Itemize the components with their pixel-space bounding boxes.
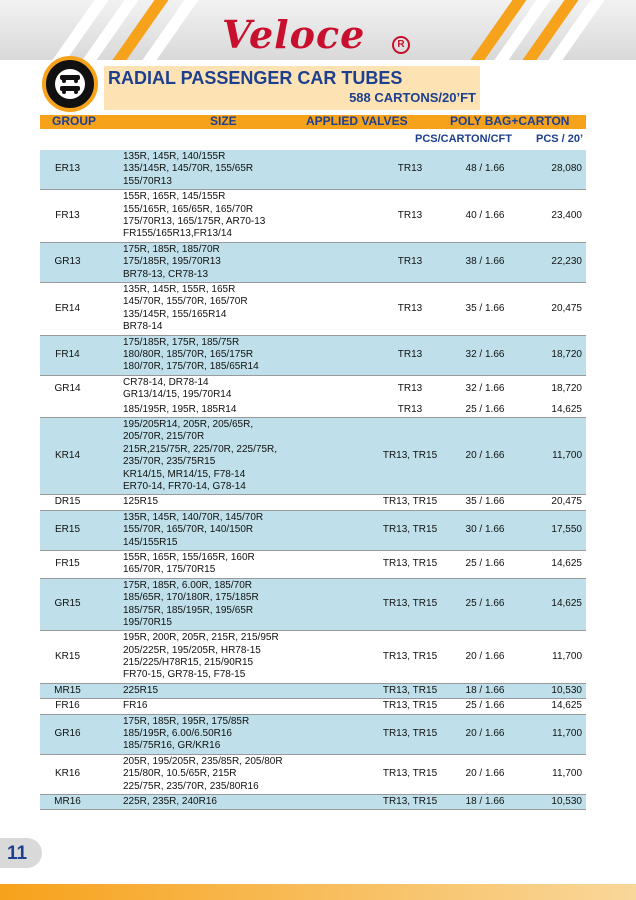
size-line: 185/195R, 195R, 185R14	[123, 403, 237, 415]
page-subtitle: 588 CARTONS/20’FT	[349, 90, 476, 105]
size-line: 125R15	[123, 496, 159, 508]
pcs-20ft-cell: 14,625	[551, 700, 582, 712]
pcs-20ft-cell: 18,720	[551, 348, 582, 360]
size-line: 155/70R, 165/70R, 140/150R	[123, 524, 254, 536]
size-line: 205R, 195/205R, 235/85R, 205/80R	[123, 755, 283, 767]
size-line: 155R, 165R, 145/155R	[123, 191, 226, 203]
pcs-20ft-cell: 11,700	[552, 449, 582, 461]
size-line: 225R, 235R, 240R16	[123, 796, 217, 808]
registered-mark-icon: R	[392, 36, 410, 54]
table-row	[40, 376, 586, 403]
brand-logo: Veloce	[222, 12, 366, 57]
valve-cell: TR13	[397, 209, 423, 221]
pcs-carton-cft-cell: 25 / 1.66	[465, 700, 505, 712]
group-cell: DR15	[54, 496, 81, 508]
pcs-20ft-cell: 22,230	[551, 256, 582, 268]
pcs-carton-cft-cell: 32 / 1.66	[465, 348, 505, 360]
size-line: FR70-15, GR78-15, F78-15	[123, 669, 246, 681]
size-line: 215/225/H78R15, 215/90R15	[123, 657, 254, 669]
pcs-20ft-cell: 14,625	[551, 558, 582, 570]
pcs-20ft-cell: 11,700	[552, 768, 582, 780]
pcs-carton-cft-cell: 48 / 1.66	[465, 163, 505, 175]
size-line: 155/70R13	[123, 175, 172, 187]
table-row	[40, 631, 586, 684]
size-line: 215/80R, 10.5/65R, 215R	[123, 768, 237, 780]
size-line: FR155/165R13,FR13/14	[123, 228, 232, 240]
pcs-20ft-cell: 28,080	[551, 163, 582, 175]
pcs-carton-cft-cell: 20 / 1.66	[465, 650, 505, 662]
table-row	[40, 699, 586, 714]
page-title: RADIAL PASSENGER CAR TUBES	[108, 68, 403, 88]
group-cell: MR15	[54, 684, 81, 696]
group-cell: FR14	[55, 348, 80, 360]
size-line: 185/195R, 6.00/6.50R16	[123, 728, 232, 740]
table-row	[40, 418, 586, 495]
valve-cell: TR13, TR15	[382, 728, 438, 740]
pcs-carton-cft-cell: 25 / 1.66	[465, 403, 505, 415]
size-line: 195R, 200R, 205R, 215R, 215/95R	[123, 632, 279, 644]
size-line: 195/70R15	[123, 616, 172, 628]
table-row	[40, 579, 586, 632]
size-line: 195/205R14, 205R, 205/65R,	[123, 418, 254, 430]
valve-cell: TR13, TR15	[382, 558, 438, 570]
pcs-carton-cft-cell: 18 / 1.66	[465, 684, 505, 696]
group-cell: ER14	[54, 302, 80, 314]
pcs-carton-cft-cell: 18 / 1.66	[465, 796, 505, 808]
size-line: 185/65R, 170/180R, 175/185R	[123, 592, 259, 604]
size-line: 180/80R, 185/70R, 165/175R	[123, 348, 254, 360]
size-line: 175/185R, 195/70R13	[123, 256, 221, 268]
size-line: 135/145R, 145/70R, 155/65R	[123, 163, 254, 175]
pcs-carton-cft-cell: 20 / 1.66	[465, 449, 505, 461]
tube-table	[40, 150, 586, 810]
valve-cell: TR13, TR15	[382, 684, 438, 696]
pcs-carton-cft-cell: 35 / 1.66	[465, 302, 505, 314]
size-line: 225/75R, 235/70R, 235/80R16	[123, 780, 259, 792]
pcs-carton-cft-cell: 38 / 1.66	[465, 256, 505, 268]
group-cell: FR15	[55, 558, 80, 570]
header-packing: POLY BAG+CARTON	[450, 114, 570, 128]
table-row	[40, 403, 586, 418]
size-line: BR78-13, CR78-13	[123, 268, 209, 280]
size-line: 135R, 145R, 140/70R, 145/70R	[123, 511, 264, 523]
valve-cell: TR13, TR15	[382, 650, 438, 662]
size-line: 155/165R, 165/65R, 165/70R	[123, 203, 254, 215]
pcs-carton-cft-cell: 25 / 1.66	[465, 598, 505, 610]
size-line: ER70-14, FR70-14, G78-14	[123, 480, 246, 492]
valve-cell: TR13, TR15	[382, 768, 438, 780]
table-row	[40, 243, 586, 283]
pcs-20ft-cell: 18,720	[551, 382, 582, 394]
group-cell: FR16	[55, 700, 80, 712]
pcs-carton-cft-cell: 20 / 1.66	[465, 728, 505, 740]
group-cell: FR13	[55, 209, 80, 221]
size-line: 135/145R, 155/165R14	[123, 308, 227, 320]
subheader-pcs: PCS / 20’	[536, 133, 584, 145]
size-line: 135R, 145R, 155R, 165R	[123, 283, 236, 295]
size-line: 225R15	[123, 684, 159, 696]
size-line: 205/70R, 215/70R	[123, 431, 205, 443]
size-line: 185/75R16, GR/KR16	[123, 740, 221, 752]
table-row	[40, 283, 586, 336]
size-line: FR16	[123, 700, 148, 712]
header-size: SIZE	[210, 114, 237, 128]
group-cell: MR16	[54, 796, 81, 808]
pcs-20ft-cell: 10,530	[551, 684, 582, 696]
table-row	[40, 336, 586, 376]
size-line: 175/185R, 175R, 185/75R	[123, 336, 240, 348]
size-line: 185/75R, 185/195R, 195/65R	[123, 604, 254, 616]
table-row	[40, 795, 586, 810]
page-number: 11	[6, 843, 28, 864]
group-cell: GR14	[54, 382, 81, 394]
valve-cell: TR13	[397, 382, 423, 394]
size-line: 145/155R15	[123, 536, 178, 548]
footer-bar	[0, 884, 636, 900]
size-line: 155R, 165R, 155/165R, 160R	[123, 551, 255, 563]
valve-cell: TR13	[397, 302, 423, 314]
valve-cell: TR13, TR15	[382, 700, 438, 712]
size-line: 175R, 185R, 185/70R	[123, 243, 220, 255]
group-cell: GR13	[54, 256, 81, 268]
group-cell: KR14	[54, 449, 80, 461]
header-group: GROUP	[52, 114, 97, 128]
table-row	[40, 755, 586, 795]
valve-cell: TR13, TR15	[382, 598, 438, 610]
table-row	[40, 551, 586, 579]
pcs-carton-cft-cell: 25 / 1.66	[465, 558, 505, 570]
group-cell: GR15	[54, 598, 81, 610]
valve-cell: TR13	[397, 256, 423, 268]
pcs-carton-cft-cell: 32 / 1.66	[465, 382, 505, 394]
size-line: 215R,215/75R, 225/70R, 225/75R,	[123, 443, 277, 455]
subheader-cft: PCS/CARTON/CFT	[415, 133, 512, 145]
size-line: CR78-14, DR78-14	[123, 376, 209, 388]
size-line: 205/225R, 195/205R, HR78-15	[123, 644, 261, 656]
group-cell: ER15	[54, 524, 80, 536]
size-line: 235/70R, 235/75R15	[123, 456, 216, 468]
size-line: 175R, 185R, 195R, 175/85R	[123, 715, 250, 727]
group-cell: KR16	[54, 768, 80, 780]
pcs-20ft-cell: 10,530	[551, 796, 582, 808]
pcs-carton-cft-cell: 20 / 1.66	[465, 768, 505, 780]
table-row	[40, 684, 586, 699]
valve-cell: TR13, TR15	[382, 796, 438, 808]
pcs-20ft-cell: 11,700	[552, 728, 582, 740]
pcs-20ft-cell: 14,625	[551, 598, 582, 610]
pcs-20ft-cell: 11,700	[552, 650, 582, 662]
pcs-carton-cft-cell: 35 / 1.66	[465, 496, 505, 508]
table-row	[40, 495, 586, 510]
valve-cell: TR13, TR15	[382, 524, 438, 536]
valve-cell: TR13	[397, 163, 423, 175]
valve-cell: TR13	[397, 348, 423, 360]
valve-cell: TR13	[397, 403, 423, 415]
pcs-20ft-cell: 23,400	[551, 209, 582, 221]
group-cell: ER13	[54, 163, 80, 175]
size-line: 145/70R, 155/70R, 165/70R	[123, 296, 248, 308]
size-line: 175/70R13, 165/175R, AR70-13	[123, 215, 266, 227]
size-line: 135R, 145R, 140/155R	[123, 151, 226, 162]
table-row	[40, 715, 586, 755]
group-cell: KR15	[54, 650, 80, 662]
car-tube-icon	[42, 56, 98, 112]
group-cell: GR16	[54, 728, 81, 740]
valve-cell: TR13, TR15	[382, 496, 438, 508]
table-row	[40, 190, 586, 243]
size-line: BR78-14	[123, 321, 163, 333]
size-line: KR14/15, MR14/15, F78-14	[123, 468, 246, 480]
size-line: 180/70R, 175/70R, 185/65R14	[123, 361, 259, 373]
pcs-20ft-cell: 14,625	[551, 403, 582, 415]
pcs-20ft-cell: 20,475	[551, 302, 582, 314]
table-row	[40, 511, 586, 551]
pcs-20ft-cell: 17,550	[551, 524, 582, 536]
pcs-carton-cft-cell: 30 / 1.66	[465, 524, 505, 536]
size-line: 175R, 185R, 6.00R, 185/70R	[123, 579, 252, 591]
valve-cell: TR13, TR15	[382, 449, 438, 461]
table-row	[40, 150, 586, 190]
size-line: 165/70R, 175/70R15	[123, 564, 216, 576]
pcs-20ft-cell: 20,475	[551, 496, 582, 508]
pcs-carton-cft-cell: 40 / 1.66	[465, 209, 505, 221]
header-valves: APPLIED VALVES	[306, 114, 408, 128]
size-line: GR13/14/15, 195/70R14	[123, 389, 232, 401]
